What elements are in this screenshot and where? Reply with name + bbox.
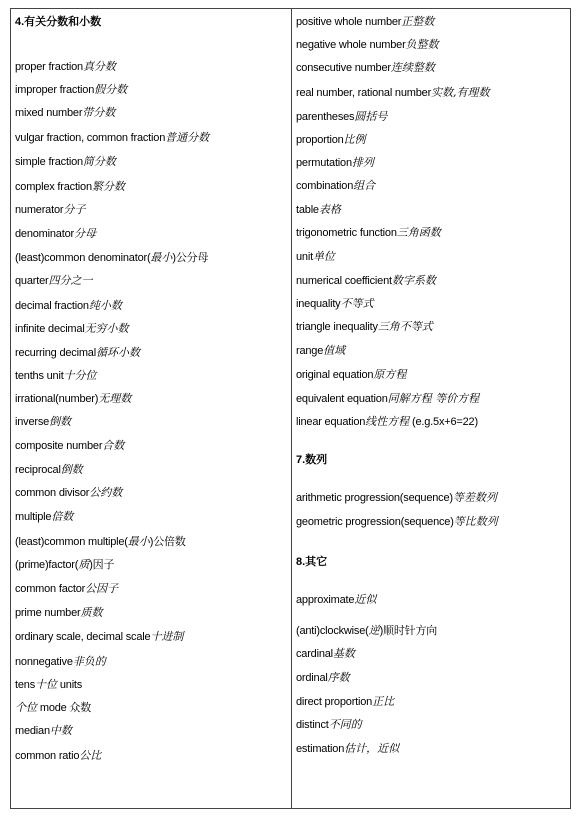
term-chinese: 普通分数 [165, 131, 210, 144]
term-chinese: 分母 [73, 227, 96, 240]
term-english: decimal fraction [15, 300, 89, 312]
term-english: real number, rational number [296, 87, 432, 99]
term-chinese: 公约数 [89, 486, 123, 499]
term-chinese: 倍数 [51, 510, 74, 523]
term-chinese: 实数,有理数 [431, 86, 490, 99]
term-chinese: 合数 [102, 439, 125, 452]
term-english: distinct [296, 719, 329, 731]
term-english: denominator [15, 228, 74, 240]
term-chinese: 原方程 [373, 368, 407, 381]
term-entry [15, 83, 127, 97]
term-entry [296, 695, 394, 709]
term-chinese: 近似 [354, 593, 377, 606]
term-entry [296, 742, 399, 756]
term-entry [296, 491, 497, 505]
term-entry [296, 274, 436, 288]
term-english: quarter [15, 275, 49, 287]
term-entry [296, 250, 335, 264]
term-english: positive whole number [296, 16, 402, 28]
term-chinese: 十分位 [63, 369, 97, 382]
term-entry [296, 647, 355, 661]
term-entry [296, 593, 376, 607]
term-chinese: 质数 [80, 606, 103, 619]
term-english: median [15, 725, 50, 737]
term-entry [15, 369, 97, 383]
term-english: negative whole number [296, 39, 406, 51]
term-entry [15, 535, 186, 549]
term-english: triangle inequality [296, 321, 378, 333]
section-heading-other: 8.其它 [296, 556, 328, 568]
term-entry [296, 415, 478, 429]
term-entry [15, 606, 102, 620]
term-english: common factor [15, 583, 86, 595]
term-chinese: 三角不等式 [377, 320, 433, 333]
term-chinese: 正比 [372, 695, 395, 708]
term-entry [15, 439, 124, 453]
term-english: improper fraction [15, 84, 95, 96]
term-chinese: 等差数列 [452, 491, 497, 504]
column-divider [291, 9, 292, 808]
term-entry [15, 131, 209, 145]
term-english: tenths unit [15, 370, 64, 382]
term-chinese: 不等式 [340, 297, 374, 310]
term-entry [296, 392, 479, 406]
term-english: simple fraction [15, 156, 83, 168]
term-entry [15, 106, 115, 120]
term-suffix: )公分母 [172, 252, 209, 264]
term-english: common ratio [15, 750, 80, 762]
term-entry [15, 346, 140, 360]
term-chinese: 非负的 [72, 655, 106, 668]
term-chinese: 十进制 [150, 630, 184, 643]
term-entry [296, 179, 375, 193]
term-english: table [296, 204, 319, 216]
term-chinese: 中数 [49, 724, 72, 737]
term-english: infinite decimal [15, 323, 85, 335]
term-english: permutation [296, 157, 352, 169]
term-chinese: 公比 [79, 749, 102, 762]
section-heading-fractions: 4.有关分数和小数 [15, 16, 102, 28]
term-chinese: 最小 [150, 251, 173, 264]
term-entry [15, 510, 73, 524]
term-entry [15, 415, 71, 429]
term-entry [15, 630, 183, 644]
term-entry [15, 463, 83, 477]
term-chinese: 简分数 [82, 155, 116, 168]
term-chinese: 三角函数 [396, 226, 441, 239]
term-english: approximate [296, 594, 355, 606]
term-english: recurring decimal [15, 347, 96, 359]
term-entry [15, 582, 118, 596]
term-entry [15, 655, 106, 669]
term-chinese: 表格 [318, 203, 341, 216]
term-english: nonnegative [15, 656, 73, 668]
term-english: inequality [296, 298, 341, 310]
term-english: proper fraction [15, 61, 83, 73]
term-entry [296, 320, 433, 334]
term-entry [15, 322, 129, 336]
term-chinese: 假分数 [94, 83, 128, 96]
term-english: direct proportion [296, 696, 373, 708]
term-chinese: 无理数 [98, 392, 132, 405]
term-entry [15, 724, 72, 738]
term-chinese: 个位 [15, 701, 37, 714]
term-english: composite number [15, 440, 103, 452]
term-entry [296, 133, 366, 147]
term-entry [296, 368, 406, 382]
term-english: arithmetic progression(sequence) [296, 492, 453, 504]
term-entry [296, 297, 373, 311]
term-english: trigonometric function [296, 227, 397, 239]
term-chinese: 分子 [63, 203, 86, 216]
term-entry [15, 180, 125, 194]
term-chinese: 圆括号 [354, 110, 388, 123]
term-entry [296, 515, 498, 529]
term-entry [296, 156, 374, 170]
term-english: reciprocal [15, 464, 61, 476]
term-suffix: (e.g.5x+6=22) [409, 416, 478, 428]
term-english: combination [296, 180, 354, 192]
term-entry [15, 558, 114, 572]
section-heading-sequences: 7.数列 [296, 454, 328, 466]
term-english: estimation [296, 743, 345, 755]
term-chinese: 等比数列 [453, 515, 498, 528]
term-entry [15, 203, 85, 217]
term-english: multiple [15, 511, 52, 523]
term-chinese: 四分之一 [48, 274, 93, 287]
term-chinese: 负整数 [405, 38, 439, 51]
term-english: numerator [15, 204, 64, 216]
term-english: proportion [296, 134, 344, 146]
term-entry [15, 486, 122, 500]
term-entry [15, 251, 208, 265]
vocabulary-table [10, 8, 571, 809]
term-english: linear equation [296, 416, 366, 428]
term-chinese: 不同的 [328, 718, 362, 731]
term-chinese: 线性方程 [365, 415, 410, 428]
term-english: mixed number [15, 107, 83, 119]
term-entry [296, 344, 345, 358]
term-chinese: 纯小数 [88, 299, 122, 312]
term-english: original equation [296, 369, 374, 381]
term-english: equivalent equation [296, 393, 388, 405]
term-english: complex fraction [15, 181, 92, 193]
term-entry [296, 624, 437, 638]
term-chinese: 公因子 [85, 582, 119, 595]
term-entry [15, 701, 91, 715]
term-chinese: 繁分数 [91, 180, 125, 193]
term-chinese: 倒数 [60, 463, 83, 476]
term-entry [15, 678, 82, 692]
term-chinese: 倒数 [49, 415, 72, 428]
term-chinese: 估计，近似 [344, 742, 400, 755]
term-english: consecutive number [296, 62, 391, 74]
term-english: (least)common denominator( [15, 252, 151, 264]
term-chinese: 循环小数 [95, 346, 140, 359]
term-entry [296, 38, 439, 52]
term-suffix: units [57, 679, 83, 691]
term-entry [15, 60, 116, 74]
term-entry [296, 86, 490, 100]
term-entry [296, 718, 362, 732]
term-chinese: 组合 [353, 179, 376, 192]
term-entry [15, 299, 122, 313]
term-entry [296, 226, 441, 240]
term-entry [296, 15, 434, 29]
term-chinese: 基数 [332, 647, 355, 660]
term-english: ordinal [296, 672, 328, 684]
term-english: common divisor [15, 487, 90, 499]
term-chinese: 序数 [327, 671, 350, 684]
term-suffix: )公倍数 [149, 536, 186, 548]
term-entry [15, 227, 96, 241]
term-chinese: 比例 [343, 133, 366, 146]
term-entry [15, 274, 92, 288]
term-english: ordinary scale, decimal scale [15, 631, 151, 643]
term-chinese: 最小 [127, 535, 150, 548]
term-english: vulgar fraction, common fraction [15, 132, 166, 144]
term-entry [15, 749, 101, 763]
term-chinese: 值域 [323, 344, 346, 357]
term-chinese: 连续整数 [390, 61, 435, 74]
term-entry [296, 110, 387, 124]
term-chinese: 带分数 [82, 106, 116, 119]
term-chinese: 真分数 [82, 60, 116, 73]
term-english: inverse [15, 416, 50, 428]
term-entry [15, 155, 116, 169]
term-english: tens [15, 679, 35, 691]
term-chinese: 无穷小数 [84, 322, 129, 335]
term-english: parentheses [296, 111, 355, 123]
term-suffix: mode 众数 [37, 702, 92, 714]
term-english: geometric progression(sequence) [296, 516, 454, 528]
term-english: numerical coefficient [296, 275, 392, 287]
term-english: cardinal [296, 648, 333, 660]
term-chinese: 十位 [35, 678, 57, 691]
term-entry [296, 203, 341, 217]
term-chinese: 同解方程 等价方程 [387, 392, 480, 405]
term-english: unit [296, 251, 313, 263]
term-chinese: 数字系数 [391, 274, 436, 287]
term-suffix: )因子 [89, 559, 115, 571]
term-chinese: 单位 [312, 250, 335, 263]
term-english: range [296, 345, 324, 357]
term-entry [296, 61, 435, 75]
term-chinese: 逆 [368, 624, 380, 637]
term-english: prime number [15, 607, 81, 619]
term-chinese: 排列 [351, 156, 374, 169]
term-entry [296, 671, 350, 685]
term-suffix: )顺时针方向 [379, 625, 438, 637]
term-entry [15, 392, 131, 406]
term-english: (least)common multiple( [15, 536, 128, 548]
term-chinese: 正整数 [401, 15, 435, 28]
term-chinese: 质 [78, 558, 90, 571]
term-english: irrational(number) [15, 393, 99, 405]
term-english: (prime)factor( [15, 559, 79, 571]
term-english: (anti)clockwise( [296, 625, 369, 637]
